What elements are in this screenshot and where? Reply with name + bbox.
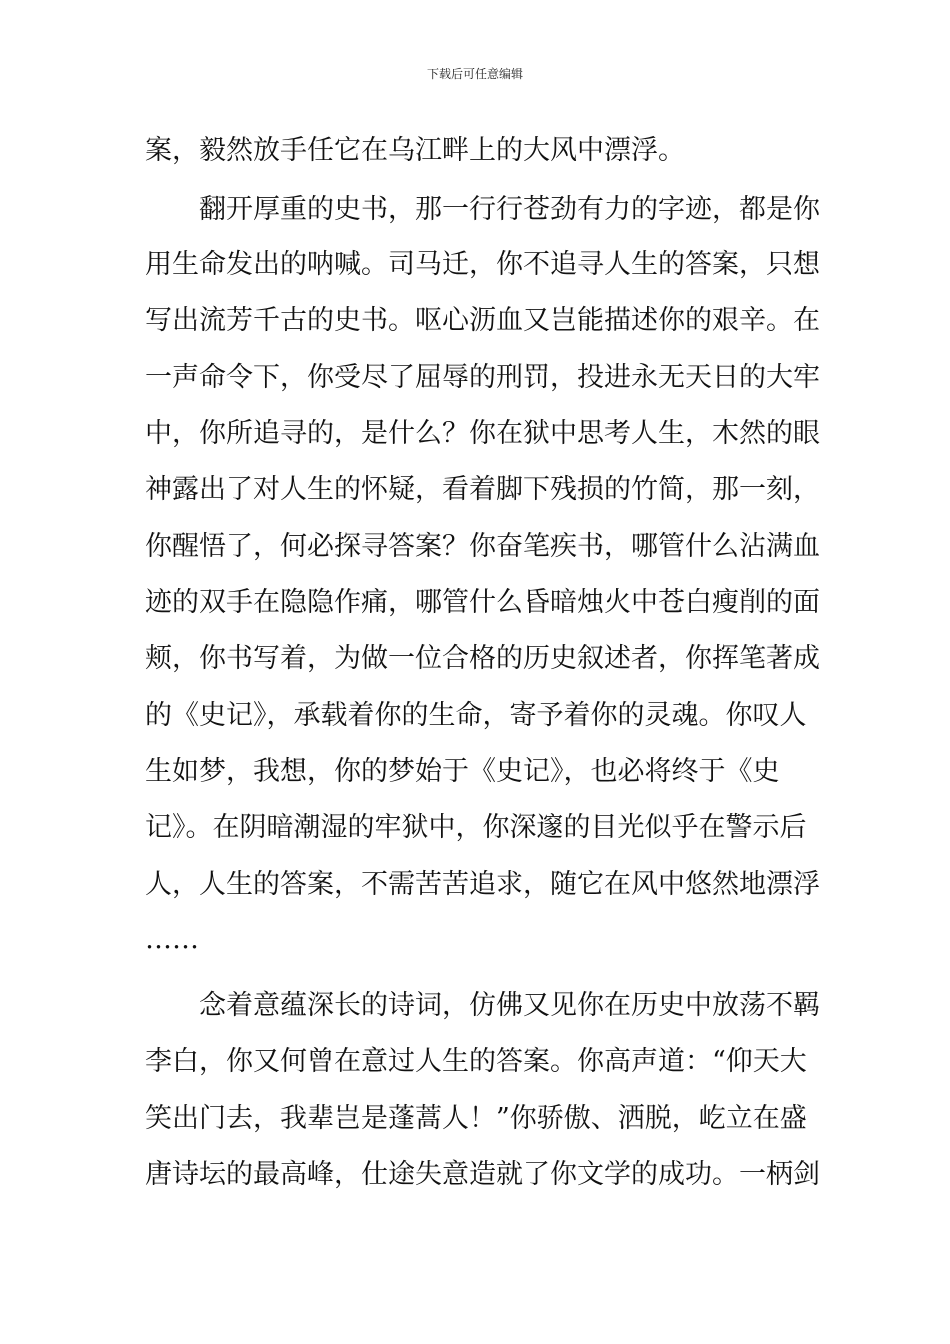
text-line: 你醒悟了，何必探寻答案？你奋笔疾书，哪管什么沾满血 <box>145 531 820 562</box>
text-line: 李白，你又何曾在意过人生的答案。你高声道：“仰天大 <box>145 1046 807 1077</box>
text-line: 的《史记》，承载着你的生命，寄予着你的灵魂。你叹人 <box>145 700 807 731</box>
text-line: 记》。在阴暗潮湿的牢狱中，你深邃的目光似乎在警示后 <box>145 812 807 843</box>
text-line: …… <box>145 924 199 955</box>
text-line: 写出流芳千古的史书。呕心沥血又岂能描述你的艰辛。在 <box>145 305 820 336</box>
text-line: 神露出了对人生的怀疑，看着脚下残损的竹简，那一刻， <box>145 474 820 505</box>
text-line: 迹的双手在隐隐作痛，哪管什么昏暗烛火中苍白瘦削的面 <box>145 587 820 618</box>
text-line: 案，毅然放手任它在乌江畔上的大风中漂浮。 <box>145 135 685 166</box>
text-line: 生如梦，我想，你的梦始于《史记》，也必将终于《史 <box>145 756 780 787</box>
text-line: 翻开厚重的史书，那一行行苍劲有力的字迹，都是你 <box>199 194 820 225</box>
text-line: 笑出门去，我辈岂是蓬蒿人！”你骄傲、洒脱，屹立在盛 <box>145 1103 807 1134</box>
text-line: 颊，你书写着，为做一位合格的历史叙述者，你挥笔著成 <box>145 643 820 674</box>
text-line: 唐诗坛的最高峰，仕途失意造就了你文学的成功。一柄剑 <box>145 1159 820 1190</box>
text-line: 人，人生的答案，不需苦苦追求，随它在风中悠然地漂浮 <box>145 869 820 900</box>
text-line: 一声命令下，你受尽了屈辱的刑罚，投进永无天日的大牢 <box>145 362 820 393</box>
text-line: 念着意蕴深长的诗词，仿佛又见你在历史中放荡不羁 <box>199 990 820 1021</box>
page-header: 下载后可任意编辑 <box>426 67 523 81</box>
text-line: 用生命发出的呐喊。司马迁，你不追寻人生的答案，只想 <box>145 249 820 280</box>
text-line: 中，你所追寻的，是什么？你在狱中思考人生，木然的眼 <box>145 418 820 449</box>
